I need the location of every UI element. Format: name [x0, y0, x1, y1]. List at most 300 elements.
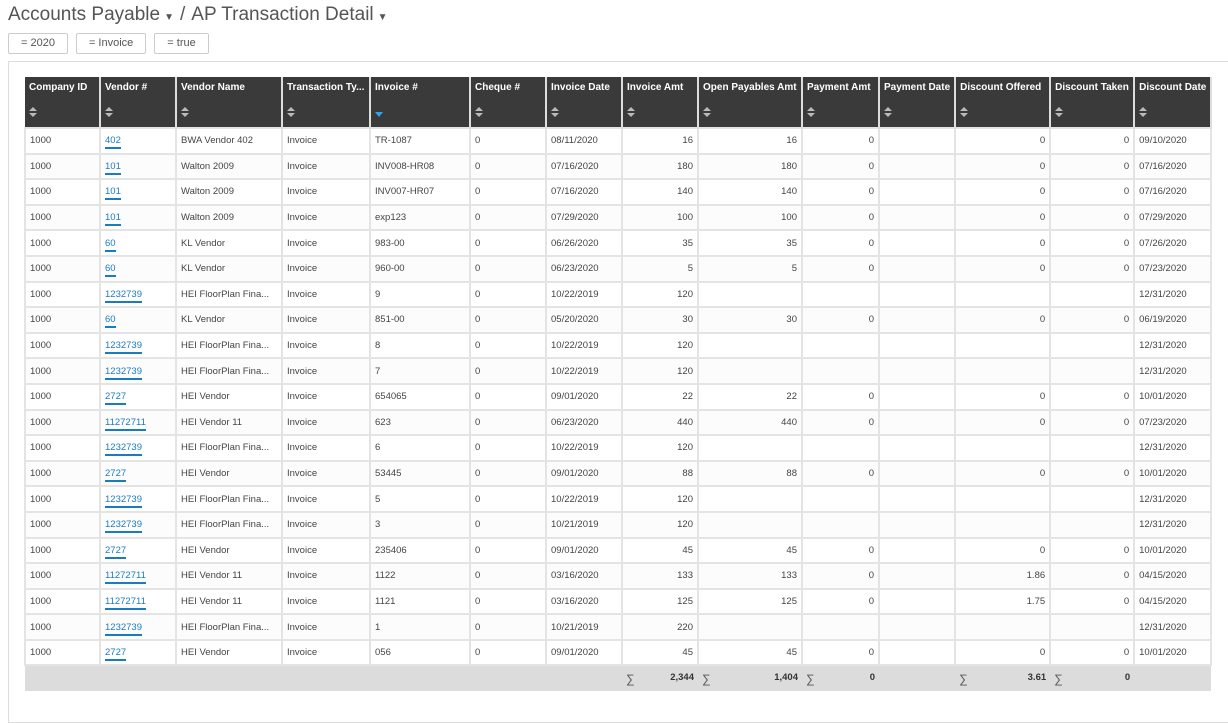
- cell-transaction-ty: Invoice: [282, 205, 370, 231]
- sort-icon[interactable]: [29, 106, 37, 118]
- breadcrumb-ap-transaction-detail[interactable]: [191, 4, 387, 26]
- total-value: 0: [1124, 671, 1131, 683]
- cell-invoice-date: 06/23/2020: [546, 256, 622, 282]
- cell-discount-taken: [1050, 282, 1134, 308]
- cell-invoice-amt: 180: [622, 154, 698, 180]
- cell-open-payables-amt: [698, 333, 802, 359]
- column-header-label: Cheque #: [475, 82, 521, 93]
- cell-payment-date: [879, 589, 955, 615]
- cell-company-id: 1000: [25, 538, 100, 564]
- table-row[interactable]: [25, 307, 1211, 333]
- column-header-label: Payment Date: [884, 82, 951, 93]
- cell-discount-offered: 0: [955, 461, 1050, 487]
- cell-vendor: [100, 435, 176, 461]
- vendor-link[interactable]: 11272711: [105, 417, 146, 431]
- table-row[interactable]: [25, 205, 1211, 231]
- table-row[interactable]: [25, 563, 1211, 589]
- cell-invoice-amt: 140: [622, 179, 698, 205]
- cell-discount-taken: [1050, 358, 1134, 384]
- cell-company-id: 1000: [25, 179, 100, 205]
- cell-open-payables-amt: [698, 486, 802, 512]
- cell-cheque: 0: [470, 538, 546, 564]
- cell-company-id: 1000: [25, 307, 100, 333]
- table-row[interactable]: [25, 589, 1211, 615]
- cell-vendor: [100, 256, 176, 282]
- caret-down-icon: ▼: [164, 12, 174, 23]
- column-header-payment-date[interactable]: [879, 77, 955, 128]
- sort-icon[interactable]: [1139, 106, 1147, 118]
- cell-cheque: 0: [470, 486, 546, 512]
- table-row[interactable]: [25, 461, 1211, 487]
- sort-icon[interactable]: [627, 106, 635, 118]
- cell-invoice: 1: [370, 614, 470, 640]
- cell-discount-taken: [1050, 486, 1134, 512]
- cell-vendor: [100, 486, 176, 512]
- cell-invoice-date: 10/22/2019: [546, 486, 622, 512]
- table-row[interactable]: [25, 384, 1211, 410]
- cell-cheque: 0: [470, 282, 546, 308]
- filter-transaction-type[interactable]: = Invoice: [76, 33, 146, 54]
- cell-discount-date: 07/23/2020: [1134, 410, 1211, 436]
- cell-cheque: 0: [470, 333, 546, 359]
- cell-vendor: [100, 512, 176, 538]
- column-header-discount-taken[interactable]: [1050, 77, 1134, 128]
- cell-discount-offered: [955, 512, 1050, 538]
- table-row[interactable]: [25, 256, 1211, 282]
- cell-payment-date: [879, 358, 955, 384]
- breadcrumb-accounts-payable[interactable]: [8, 4, 174, 26]
- table-row[interactable]: [25, 640, 1211, 666]
- vendor-link[interactable]: 1232739: [105, 442, 142, 456]
- cell-company-id: 1000: [25, 589, 100, 615]
- sort-icon[interactable]: [1055, 106, 1063, 118]
- cell-transaction-ty: Invoice: [282, 589, 370, 615]
- cell-discount-offered: [955, 435, 1050, 461]
- cell-transaction-ty: Invoice: [282, 563, 370, 589]
- cell-discount-date: 10/01/2020: [1134, 640, 1211, 666]
- cell-invoice: 3: [370, 512, 470, 538]
- vendor-link[interactable]: 402: [105, 135, 121, 149]
- cell-discount-date: 04/15/2020: [1134, 563, 1211, 589]
- cell-open-payables-amt: 140: [698, 179, 802, 205]
- cell-vendor: [100, 179, 176, 205]
- cell-open-payables-amt: 133: [698, 563, 802, 589]
- table-row[interactable]: [25, 512, 1211, 538]
- cell-invoice-date: 09/01/2020: [546, 461, 622, 487]
- cell-discount-date: 10/01/2020: [1134, 538, 1211, 564]
- cell-discount-offered: 1.75: [955, 589, 1050, 615]
- column-header-open-payables-amt[interactable]: [698, 77, 802, 128]
- cell-open-payables-amt: 45: [698, 538, 802, 564]
- breadcrumb: [8, 4, 388, 26]
- cell-discount-date: 07/29/2020: [1134, 205, 1211, 231]
- column-header-transaction-ty[interactable]: [282, 77, 370, 128]
- cell-open-payables-amt: [698, 282, 802, 308]
- table-row[interactable]: [25, 435, 1211, 461]
- cell-vendor: [100, 282, 176, 308]
- cell-discount-taken: 0: [1050, 179, 1134, 205]
- cell-payment-amt: 0: [802, 205, 879, 231]
- cell-vendor-name: HEI FloorPlan Fina...: [176, 358, 282, 384]
- sort-descending-icon[interactable]: [375, 106, 383, 118]
- cell-transaction-ty: Invoice: [282, 640, 370, 666]
- cell-open-payables-amt: 16: [698, 128, 802, 154]
- cell-vendor: [100, 230, 176, 256]
- table-row[interactable]: [25, 410, 1211, 436]
- table-row[interactable]: [25, 282, 1211, 308]
- cell-discount-date: 12/31/2020: [1134, 333, 1211, 359]
- cell-vendor-name: HEI Vendor 11: [176, 410, 282, 436]
- cell-invoice-date: 10/22/2019: [546, 282, 622, 308]
- cell-invoice-amt: 30: [622, 307, 698, 333]
- column-header-label: Discount Taken: [1055, 82, 1129, 93]
- cell-invoice: INV007-HR07: [370, 179, 470, 205]
- cell-invoice-amt: 22: [622, 384, 698, 410]
- table-row[interactable]: [25, 230, 1211, 256]
- filter-bar: [8, 33, 209, 54]
- cell-company-id: 1000: [25, 333, 100, 359]
- cell-discount-taken: [1050, 435, 1134, 461]
- cell-discount-date: 07/16/2020: [1134, 179, 1211, 205]
- cell-discount-date: 10/01/2020: [1134, 461, 1211, 487]
- cell-discount-taken: 0: [1050, 256, 1134, 282]
- cell-invoice: 851-00: [370, 307, 470, 333]
- cell-invoice-amt: 120: [622, 486, 698, 512]
- cell-vendor: [100, 384, 176, 410]
- cell-invoice: 654065: [370, 384, 470, 410]
- filter-year[interactable]: = 2020: [8, 33, 68, 54]
- cell-cheque: 0: [470, 512, 546, 538]
- vendor-link[interactable]: 101: [105, 186, 121, 200]
- cell-payment-amt: 0: [802, 410, 879, 436]
- cell-vendor-name: HEI FloorPlan Fina...: [176, 512, 282, 538]
- column-header-label: Open Payables Amt: [703, 82, 797, 93]
- cell-discount-offered: 0: [955, 205, 1050, 231]
- cell-discount-date: 12/31/2020: [1134, 512, 1211, 538]
- cell-invoice-amt: 35: [622, 230, 698, 256]
- sort-icon[interactable]: [287, 106, 295, 118]
- cell-vendor: [100, 538, 176, 564]
- cell-company-id: 1000: [25, 435, 100, 461]
- cell-open-payables-amt: 440: [698, 410, 802, 436]
- cell-vendor-name: KL Vendor: [176, 230, 282, 256]
- cell-open-payables-amt: [698, 358, 802, 384]
- cell-cheque: 0: [470, 256, 546, 282]
- cell-vendor-name: HEI FloorPlan Fina...: [176, 282, 282, 308]
- vendor-link[interactable]: 1232739: [105, 519, 142, 533]
- cell-invoice-amt: 220: [622, 614, 698, 640]
- cell-discount-taken: 0: [1050, 410, 1134, 436]
- cell-discount-taken: 0: [1050, 538, 1134, 564]
- page-title: AP Transaction Detail: [191, 4, 374, 25]
- totals-row: [25, 665, 1211, 691]
- cell-company-id: 1000: [25, 461, 100, 487]
- cell-payment-date: [879, 563, 955, 589]
- column-header-company-id[interactable]: [25, 77, 100, 128]
- vendor-link[interactable]: 1232739: [105, 289, 142, 303]
- column-header-discount-offered[interactable]: [955, 77, 1050, 128]
- transaction-table: [24, 77, 1212, 691]
- caret-down-icon: ▼: [377, 12, 388, 23]
- sort-icon[interactable]: [884, 106, 892, 118]
- total-discount-offered: [955, 665, 1050, 691]
- sort-icon[interactable]: [181, 106, 189, 118]
- table-panel: [8, 61, 1228, 723]
- column-header-label: Transaction Ty...: [287, 82, 365, 93]
- filter-flag[interactable]: = true: [154, 33, 208, 54]
- cell-discount-offered: [955, 358, 1050, 384]
- vendor-link[interactable]: 101: [105, 161, 121, 175]
- cell-cheque: 0: [470, 307, 546, 333]
- vendor-link[interactable]: 11272711: [105, 570, 146, 584]
- cell-discount-taken: 0: [1050, 589, 1134, 615]
- cell-discount-offered: [955, 614, 1050, 640]
- vendor-link[interactable]: 2727: [105, 391, 126, 405]
- cell-transaction-ty: Invoice: [282, 282, 370, 308]
- cell-payment-amt: 0: [802, 538, 879, 564]
- cell-vendor-name: BWA Vendor 402: [176, 128, 282, 154]
- total-value: 0: [869, 671, 875, 683]
- cell-payment-date: [879, 435, 955, 461]
- vendor-link[interactable]: 2727: [105, 647, 126, 661]
- cell-discount-taken: 0: [1050, 563, 1134, 589]
- cell-discount-taken: 0: [1050, 384, 1134, 410]
- cell-discount-offered: 0: [955, 538, 1050, 564]
- vendor-link[interactable]: 101: [105, 212, 121, 226]
- cell-cheque: 0: [470, 435, 546, 461]
- cell-cheque: 0: [470, 589, 546, 615]
- cell-discount-taken: 0: [1050, 307, 1134, 333]
- vendor-link[interactable]: 60: [105, 238, 116, 252]
- cell-vendor: [100, 128, 176, 154]
- cell-cheque: 0: [470, 358, 546, 384]
- cell-company-id: 1000: [25, 205, 100, 231]
- cell-invoice: 960-00: [370, 256, 470, 282]
- cell-discount-offered: 0: [955, 154, 1050, 180]
- cell-discount-taken: 0: [1050, 205, 1134, 231]
- cell-payment-amt: 0: [802, 179, 879, 205]
- cell-vendor-name: HEI FloorPlan Fina...: [176, 435, 282, 461]
- cell-invoice-date: 10/21/2019: [546, 614, 622, 640]
- cell-vendor-name: Walton 2009: [176, 205, 282, 231]
- sigma-icon: ∑: [702, 671, 711, 686]
- sort-icon[interactable]: [807, 106, 815, 118]
- cell-vendor: [100, 589, 176, 615]
- cell-invoice-amt: 133: [622, 563, 698, 589]
- cell-vendor-name: HEI Vendor: [176, 461, 282, 487]
- cell-company-id: 1000: [25, 256, 100, 282]
- vendor-link[interactable]: 1232739: [105, 366, 142, 380]
- column-header-label: Invoice Amt: [627, 82, 684, 93]
- cell-discount-date: 12/31/2020: [1134, 435, 1211, 461]
- column-header-label: Payment Amt: [807, 82, 871, 93]
- column-header-label: Vendor Name: [181, 82, 245, 93]
- cell-vendor-name: Walton 2009: [176, 154, 282, 180]
- cell-invoice-amt: 120: [622, 282, 698, 308]
- cell-transaction-ty: Invoice: [282, 128, 370, 154]
- cell-invoice-date: 07/16/2020: [546, 154, 622, 180]
- cell-discount-taken: 0: [1050, 461, 1134, 487]
- table-row[interactable]: [25, 179, 1211, 205]
- column-header-invoice[interactable]: [370, 77, 470, 128]
- cell-discount-date: 12/31/2020: [1134, 358, 1211, 384]
- cell-vendor: [100, 614, 176, 640]
- cell-company-id: 1000: [25, 128, 100, 154]
- vendor-link[interactable]: 1232739: [105, 494, 142, 508]
- cell-company-id: 1000: [25, 640, 100, 666]
- sort-icon[interactable]: [475, 106, 483, 118]
- cell-payment-amt: [802, 486, 879, 512]
- cell-payment-date: [879, 282, 955, 308]
- cell-vendor-name: HEI FloorPlan Fina...: [176, 614, 282, 640]
- cell-open-payables-amt: [698, 512, 802, 538]
- table-row[interactable]: [25, 538, 1211, 564]
- cell-discount-taken: [1050, 333, 1134, 359]
- sigma-icon: ∑: [626, 671, 635, 686]
- column-header-invoice-date[interactable]: [546, 77, 622, 128]
- cell-company-id: 1000: [25, 563, 100, 589]
- cell-payment-date: [879, 179, 955, 205]
- cell-open-payables-amt: 88: [698, 461, 802, 487]
- table-row[interactable]: [25, 333, 1211, 359]
- column-header-discount-date[interactable]: [1134, 77, 1211, 128]
- cell-vendor-name: HEI Vendor: [176, 384, 282, 410]
- cell-cheque: 0: [470, 410, 546, 436]
- cell-invoice-date: 10/22/2019: [546, 435, 622, 461]
- cell-invoice-date: 03/16/2020: [546, 563, 622, 589]
- cell-vendor: [100, 563, 176, 589]
- cell-invoice: 1122: [370, 563, 470, 589]
- vendor-link[interactable]: 1232739: [105, 622, 142, 636]
- cell-vendor-name: HEI Vendor 11: [176, 563, 282, 589]
- cell-payment-date: [879, 230, 955, 256]
- cell-invoice-date: 10/22/2019: [546, 358, 622, 384]
- sort-icon[interactable]: [703, 106, 711, 118]
- sort-icon[interactable]: [960, 106, 968, 118]
- breadcrumb-separator: /: [180, 4, 186, 25]
- cell-cheque: 0: [470, 154, 546, 180]
- cell-company-id: 1000: [25, 282, 100, 308]
- cell-discount-taken: 0: [1050, 128, 1134, 154]
- cell-transaction-ty: Invoice: [282, 410, 370, 436]
- sort-icon[interactable]: [551, 106, 559, 118]
- cell-open-payables-amt: 22: [698, 384, 802, 410]
- cell-discount-offered: 1.86: [955, 563, 1050, 589]
- vendor-link[interactable]: 1232739: [105, 340, 142, 354]
- cell-payment-amt: 0: [802, 256, 879, 282]
- cell-payment-date: [879, 410, 955, 436]
- cell-open-payables-amt: [698, 435, 802, 461]
- cell-discount-date: 12/31/2020: [1134, 614, 1211, 640]
- cell-cheque: 0: [470, 205, 546, 231]
- cell-invoice-date: 08/11/2020: [546, 128, 622, 154]
- cell-invoice-amt: 120: [622, 333, 698, 359]
- column-header-vendor[interactable]: [100, 77, 176, 128]
- cell-company-id: 1000: [25, 384, 100, 410]
- cell-vendor-name: KL Vendor: [176, 256, 282, 282]
- column-header-label: Company ID: [29, 82, 88, 93]
- cell-vendor: [100, 410, 176, 436]
- cell-discount-offered: 0: [955, 410, 1050, 436]
- cell-invoice-amt: 440: [622, 410, 698, 436]
- cell-discount-offered: [955, 486, 1050, 512]
- table-row[interactable]: [25, 358, 1211, 384]
- cell-discount-offered: 0: [955, 128, 1050, 154]
- column-header-payment-amt[interactable]: [802, 77, 879, 128]
- column-header-label: Discount Date: [1139, 82, 1207, 93]
- cell-discount-date: 12/31/2020: [1134, 486, 1211, 512]
- cell-invoice-date: 10/21/2019: [546, 512, 622, 538]
- cell-invoice: 8: [370, 333, 470, 359]
- table-row[interactable]: [25, 614, 1211, 640]
- cell-invoice-amt: 100: [622, 205, 698, 231]
- cell-payment-amt: 0: [802, 640, 879, 666]
- cell-payment-amt: 0: [802, 384, 879, 410]
- cell-vendor-name: HEI Vendor 11: [176, 589, 282, 615]
- cell-discount-offered: [955, 282, 1050, 308]
- vendor-link[interactable]: 60: [105, 314, 116, 328]
- vendor-link[interactable]: 11272711: [105, 596, 146, 610]
- totals-spacer: [1134, 665, 1211, 691]
- cell-open-payables-amt: 5: [698, 256, 802, 282]
- cell-payment-amt: 0: [802, 154, 879, 180]
- cell-company-id: 1000: [25, 614, 100, 640]
- cell-invoice: exp123: [370, 205, 470, 231]
- column-header-label: Discount Offered: [960, 82, 1042, 93]
- cell-payment-date: [879, 384, 955, 410]
- cell-discount-taken: 0: [1050, 230, 1134, 256]
- sort-icon[interactable]: [105, 106, 113, 118]
- cell-invoice: 623: [370, 410, 470, 436]
- cell-discount-taken: [1050, 614, 1134, 640]
- cell-transaction-ty: Invoice: [282, 154, 370, 180]
- vendor-link[interactable]: 2727: [105, 545, 126, 559]
- cell-discount-date: 06/19/2020: [1134, 307, 1211, 333]
- cell-discount-date: 12/31/2020: [1134, 282, 1211, 308]
- cell-vendor: [100, 461, 176, 487]
- cell-invoice: 9: [370, 282, 470, 308]
- cell-cheque: 0: [470, 461, 546, 487]
- column-header-vendor-name[interactable]: [176, 77, 282, 128]
- table-row[interactable]: [25, 154, 1211, 180]
- cell-payment-date: [879, 128, 955, 154]
- cell-invoice-date: 07/29/2020: [546, 205, 622, 231]
- column-header-invoice-amt[interactable]: [622, 77, 698, 128]
- cell-vendor-name: HEI FloorPlan Fina...: [176, 333, 282, 359]
- cell-transaction-ty: Invoice: [282, 512, 370, 538]
- cell-invoice-amt: 45: [622, 640, 698, 666]
- total-value: 1,404: [774, 671, 798, 683]
- breadcrumb-root-label: Accounts Payable: [8, 4, 161, 25]
- total-open-payables-amt: [698, 665, 802, 691]
- table-row[interactable]: [25, 128, 1211, 154]
- cell-payment-date: [879, 614, 955, 640]
- vendor-link[interactable]: 2727: [105, 468, 126, 482]
- vendor-link[interactable]: 60: [105, 263, 116, 277]
- total-value: 3.61: [1027, 671, 1047, 683]
- table-row[interactable]: [25, 486, 1211, 512]
- cell-transaction-ty: Invoice: [282, 461, 370, 487]
- column-header-cheque[interactable]: [470, 77, 546, 128]
- cell-discount-taken: 0: [1050, 640, 1134, 666]
- cell-invoice: 1121: [370, 589, 470, 615]
- cell-invoice: 235406: [370, 538, 470, 564]
- cell-invoice-date: 09/01/2020: [546, 384, 622, 410]
- total-payment-amt: [802, 665, 879, 691]
- cell-company-id: 1000: [25, 154, 100, 180]
- cell-company-id: 1000: [25, 410, 100, 436]
- cell-invoice-date: 07/16/2020: [546, 179, 622, 205]
